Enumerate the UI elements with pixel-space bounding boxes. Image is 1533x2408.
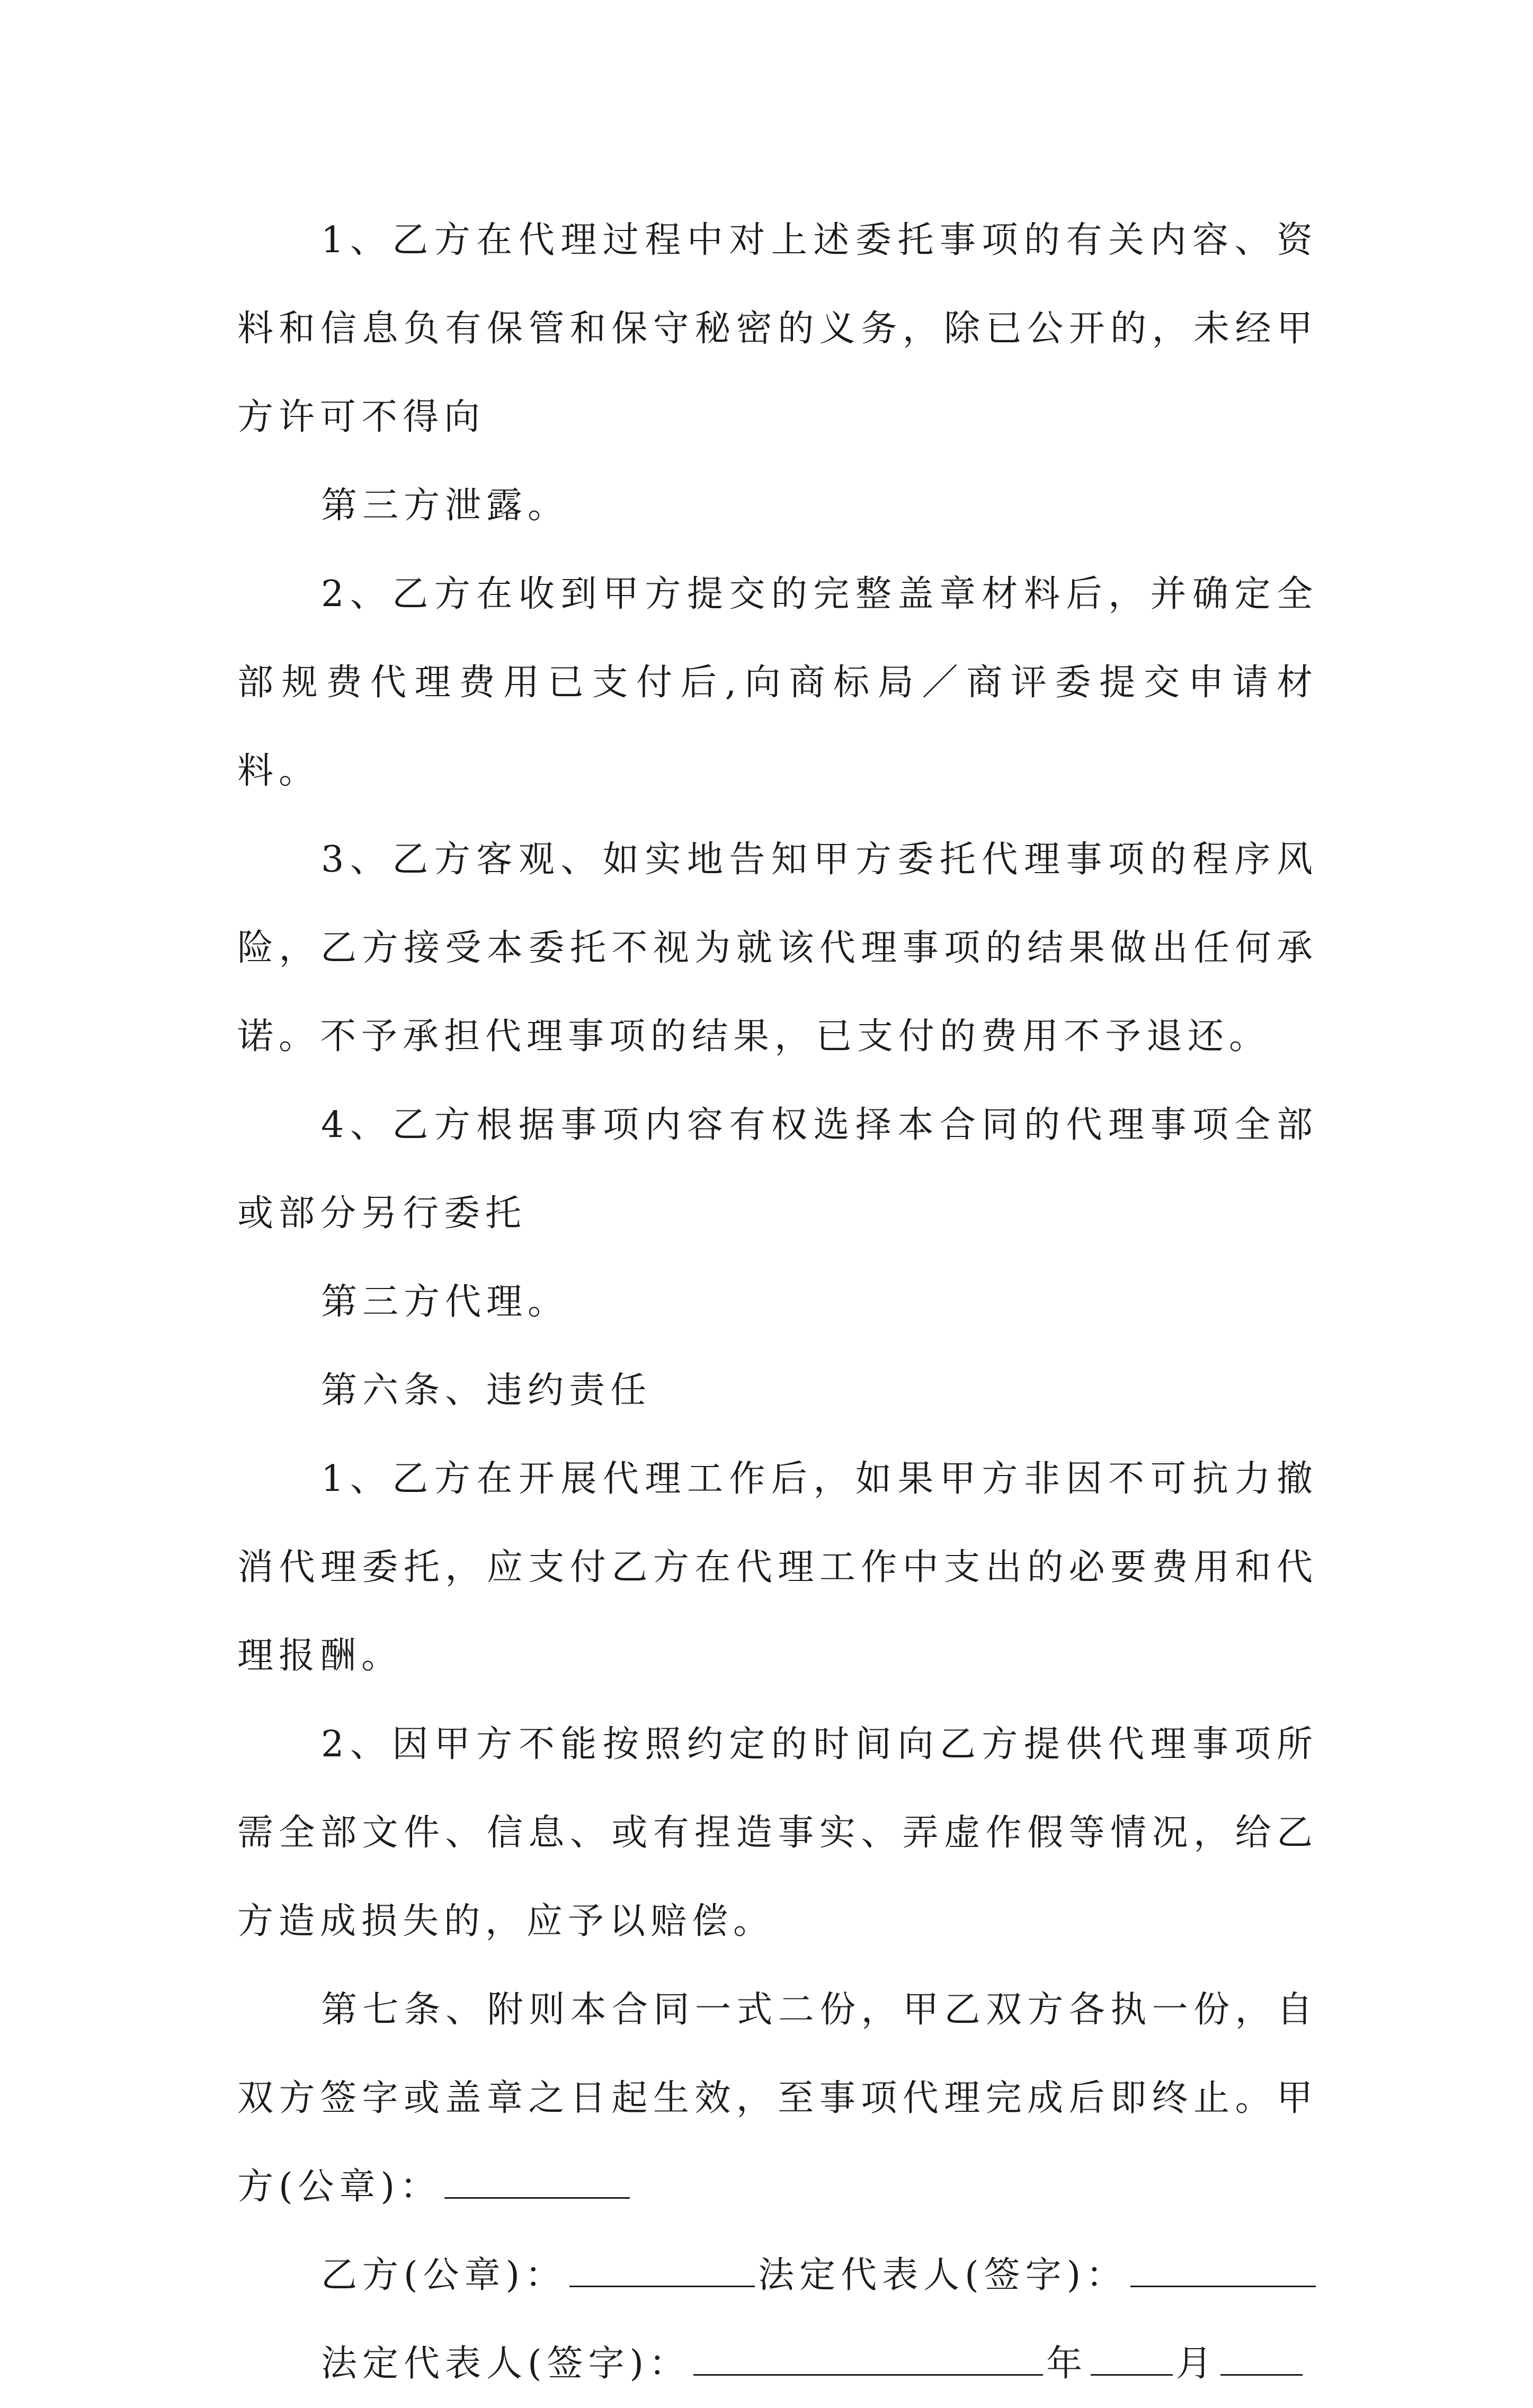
clause-5-item-1-continued: 第三方泄露。 <box>321 485 569 527</box>
clause-5-item-1: 1、乙方在代理过程中对上述委托事项的有关内容、资料和信息负有保管和保守秘密的义务，除已公开的，未经甲方许可不得向 <box>237 219 1318 438</box>
clause-5-item-4-continued: 第三方代理。 <box>321 1281 569 1323</box>
year-label: 年 <box>1046 2343 1088 2385</box>
legal-rep-blank-b[interactable] <box>693 2374 1043 2376</box>
article-6-item-1: 1、乙方在开展代理工作后，如果甲方非因不可抗力撤消代理委托，应支付乙方在代理工作中支出的必要费用和代理报酬。 <box>237 1458 1318 1677</box>
clause-5-item-4: 4、乙方根据事项内容有权选择本合同的代理事项全部或部分另行委托 <box>237 1104 1318 1234</box>
party-b-seal-label: 乙方(公章)： <box>321 2254 567 2296</box>
month-label: 月 <box>1176 2343 1218 2385</box>
month-blank[interactable] <box>1091 2374 1173 2376</box>
legal-rep-label-b: 法定代表人(签字)： <box>321 2343 691 2385</box>
party-b-seal-blank[interactable] <box>569 2285 755 2287</box>
legal-rep-blank-a[interactable] <box>1130 2285 1316 2287</box>
article-7-paragraph <box>237 1966 1318 2231</box>
legal-rep-date-row <box>237 2320 1318 2408</box>
contract-page <box>237 196 1318 2408</box>
article-6-heading: 第六条、违约责任 <box>321 1370 652 1411</box>
legal-rep-label-a: 法定代表人(签字)： <box>758 2254 1128 2296</box>
article-6-item-2: 2、因甲方不能按照约定的时间向乙方提供代理事项所需全部文件、信息、或有捏造事实、弄虚作假等情况，给乙方造成损失的，应予以赔偿。 <box>237 1723 1318 1942</box>
clause-5-item-3: 3、乙方客观、如实地告知甲方委托代理事项的程序风险，乙方接受本委托不视为就该代理事项的结果做出任何承诺。不予承担代理事项的结果，已支付的费用不予退还。 <box>237 839 1318 1058</box>
day-blank[interactable] <box>1220 2374 1303 2376</box>
article-7-text: 第七条、附则本合同一式二份，甲乙双方各执一份，自双方签字或盖章之日起生效，至事项代理完成后即终止。甲方(公章)： <box>237 1989 1318 2208</box>
clause-5-item-2: 2、乙方在收到甲方提交的完整盖章材料后，并确定全部规费代理费用已支付后,向商标局／商评委提交申请材料。 <box>237 573 1318 792</box>
party-b-signature-row <box>237 2231 1318 2320</box>
party-a-seal-blank[interactable] <box>444 2197 630 2199</box>
